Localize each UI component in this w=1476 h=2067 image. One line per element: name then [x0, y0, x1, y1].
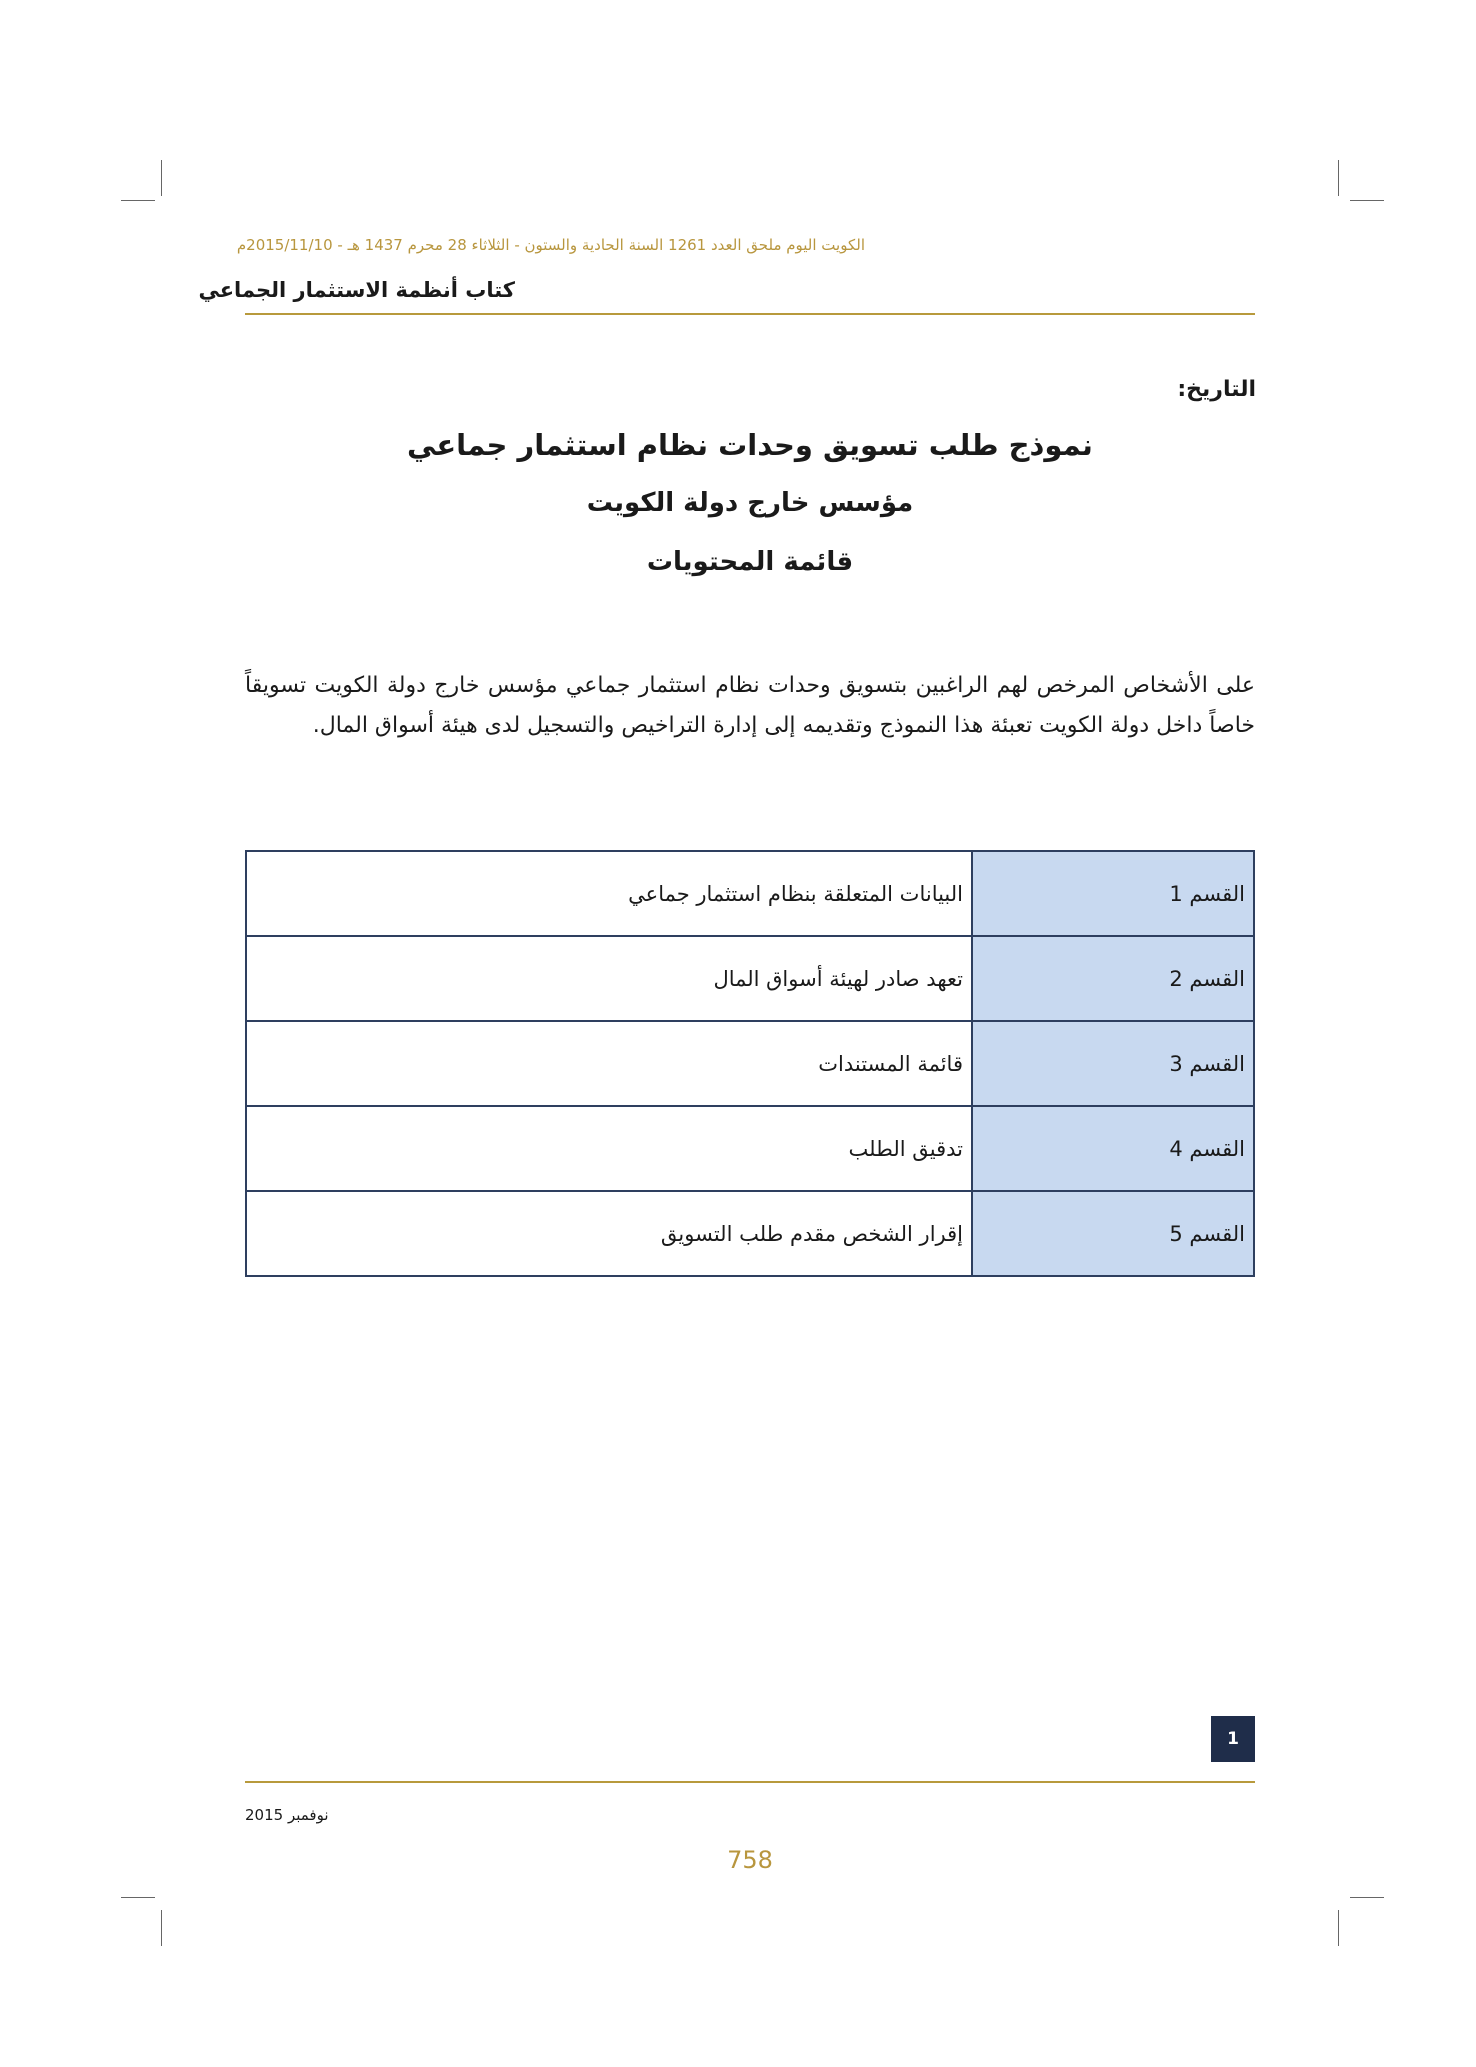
- crop-mark: [1350, 1897, 1384, 1898]
- section-title: تدقيق الطلب: [246, 1106, 972, 1191]
- crop-mark: [1338, 160, 1339, 196]
- crop-mark: [121, 200, 155, 201]
- table-row: [246, 851, 1254, 936]
- section-title: قائمة المستندات: [246, 1021, 972, 1106]
- footer-rule: [245, 1781, 1255, 1783]
- gazette-header-line: الكويت اليوم ملحق العدد 1261 السنة الحادية والستون - الثلاثاء 28 محرم 1437 هـ - 2015/11/10م: [236, 236, 865, 254]
- page-index-badge: 1: [1211, 1716, 1255, 1762]
- header-rule: [245, 313, 1255, 315]
- crop-mark: [121, 1897, 155, 1898]
- intro-paragraph: على الأشخاص المرخص لهم الراغبين بتسويق وحدات نظام استثمار جماعي مؤسس خارج دولة الكويت تسويقاً خاصاً داخل دولة الكويت تعبئة هذا النموذج وتقديمه إلى إدارة التراخيص والتسجيل لدى هيئة أسواق المال.: [245, 673, 1255, 738]
- footer-date: نوفمبر 2015: [245, 1806, 329, 1824]
- section-label: القسم 1: [972, 851, 1254, 936]
- form-subtitle: مؤسس خارج دولة الكويت: [586, 488, 914, 518]
- table-row: [246, 1021, 1254, 1106]
- section-label: القسم 5: [972, 1191, 1254, 1276]
- section-title: تعهد صادر لهيئة أسواق المال: [246, 936, 972, 1021]
- section-title: إقرار الشخص مقدم طلب التسويق: [246, 1191, 972, 1276]
- crop-mark: [1338, 1910, 1339, 1946]
- contents-heading: قائمة المحتويات: [646, 547, 854, 577]
- page-number: 758: [727, 1846, 773, 1874]
- contents-table: [245, 850, 1255, 1277]
- section-label: القسم 4: [972, 1106, 1254, 1191]
- crop-mark: [161, 160, 162, 196]
- section-label: القسم 3: [972, 1021, 1254, 1106]
- form-title: نموذج طلب تسويق وحدات نظام استثمار جماعي: [407, 428, 1093, 462]
- crop-mark: [1350, 200, 1384, 201]
- date-label: التاريخ:: [1177, 377, 1256, 402]
- section-title: البيانات المتعلقة بنظام استثمار جماعي: [246, 851, 972, 936]
- section-label: القسم 2: [972, 936, 1254, 1021]
- table-row: [246, 1106, 1254, 1191]
- table-row: [246, 1191, 1254, 1276]
- book-title: كتاب أنظمة الاستثمار الجماعي: [198, 278, 515, 302]
- crop-mark: [161, 1910, 162, 1946]
- table-row: [246, 936, 1254, 1021]
